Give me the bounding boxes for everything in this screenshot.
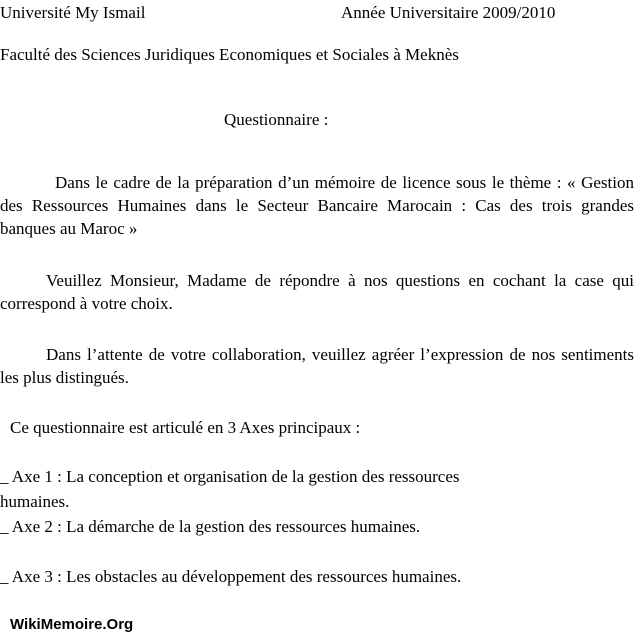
axes-intro: Ce questionnaire est articulé en 3 Axes principaux : bbox=[10, 418, 361, 437]
academic-year: Année Universitaire 2009/2010 bbox=[341, 3, 556, 22]
request-paragraph: Veuillez Monsieur, Madame de répondre à nos questions en cochant la case qui correspond à votre choix. bbox=[0, 271, 634, 313]
document-title: Questionnaire : bbox=[224, 110, 329, 129]
closing-paragraph: Dans l’attente de votre collaboration, veuillez agréer l’expression de nos sentiments les plus distingués. bbox=[0, 345, 634, 387]
university-name: Université My Ismail bbox=[0, 3, 146, 22]
axe-2: _ Axe 2 : La démarche de la gestion des ressources humaines. bbox=[0, 517, 421, 536]
intro-paragraph: Dans le cadre de la préparation d’un mémoire de licence sous le thème : « Gestion des Ressources Humaines dans le Secteur Bancaire Marocain : Cas des trois grandes banques au Maroc » bbox=[0, 173, 634, 238]
axe-1-line-1: _ Axe 1 : La conception et organisation de la gestion des ressources bbox=[0, 467, 460, 486]
watermark-text: WikiMemoire.Org bbox=[10, 616, 134, 633]
axe-3: _ Axe 3 : Les obstacles au développement des ressources humaines. bbox=[0, 567, 462, 586]
axe-1-line-2: humaines. bbox=[0, 492, 70, 511]
faculty-name: Faculté des Sciences Juridiques Economiques et Sociales à Meknès bbox=[0, 45, 459, 64]
